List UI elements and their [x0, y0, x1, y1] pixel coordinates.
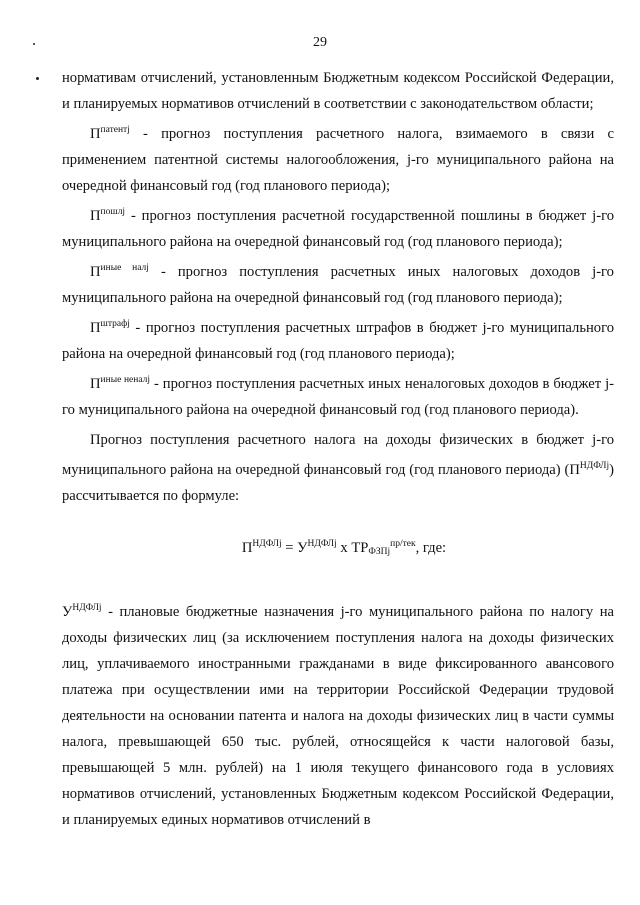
- definition-other-tax: $П^{иные налj}$ - прогноз поступления расчетных иных налоговых доходов j-го муниципального района на очередной финансовый год (год планового периода);: [62, 263, 614, 306]
- scan-mark: [36, 77, 39, 80]
- formula: $П^{НДФЛj} = У^{НДФЛj}$ х $ТР_{ФЗПj}^{пр/тек}$, где:: [241, 539, 447, 557]
- definition-other-nontax: $П^{иные неналj}$ - прогноз поступления расчетных иных неналоговых доходов в бюджет j-го муниципального района на очередной финансовый год (год планового периода).: [62, 375, 614, 418]
- symbol-u-ndfl: $У^{НДФЛj}$: [62, 603, 102, 620]
- formula-intro: Прогноз поступления расчетного налога на доходы физических в бюджет j-го муниципального района на очередной финансовый год (год планового периода) $(П^{НДФЛj})$ рассчитывается по формуле:: [62, 432, 614, 504]
- paragraph-continuation: нормативам отчислений, установленным Бюджетным кодексом Российской Федерации, и планируемых нормативов отчислений в соответствии с законодательством области;: [62, 70, 614, 112]
- definition-patent: $П^{патентj}$ - прогноз поступления расчетного налога, взимаемого в связи с применением патентной системы налогообложения, j-го муниципального района на очередной финансовый год (год планового периода);: [62, 125, 614, 194]
- page-number: 29: [313, 35, 327, 50]
- definition-fines: $П^{штрафj}$ - прогноз поступления расчетных штрафов в бюджет j-го муниципального района на очередной финансовый год (год планового периода);: [62, 319, 614, 362]
- symbol-p-patent: $П^{патентj}$: [90, 125, 130, 142]
- document-body: [62, 65, 614, 833]
- scan-mark: [33, 43, 35, 45]
- symbol-p-fines: $П^{штрафj}$: [90, 319, 130, 336]
- symbol-p-duty: $П^{пошлj}$: [90, 207, 126, 224]
- symbol-p-other-tax: $П^{иные налj}$: [90, 263, 149, 280]
- definition-ndfl-plan: $У^{НДФЛj}$ - плановые бюджетные назначения j-го муниципального района по налогу на доходы физических лиц (за исключением поступления налога на доходы физических лиц, уплачиваемого иностранными гражданами в виде фиксированного авансового платежа при осуществлении ими на территории Российской Федерации трудовой деятельности на основании патента и налога на доходы физических лиц в части суммы налога, превышающей 650 тыс. рублей, относящейся к части налоговой базы, превышающей 5 млн. рублей) на 1 июля текущего финансового года в условиях нормативов отчислений, установленных Бюджетным кодексом Российской Федерации, и планируемых единых нормативов отчислений в: [62, 603, 614, 828]
- symbol-p-other-nontax: $П^{иные неналj}$: [90, 375, 151, 392]
- definition-duty: $П^{пошлj}$ - прогноз поступления расчетной государственной пошлины в бюджет j-го муниципального района на очередной финансовый год (год планового периода);: [62, 207, 614, 250]
